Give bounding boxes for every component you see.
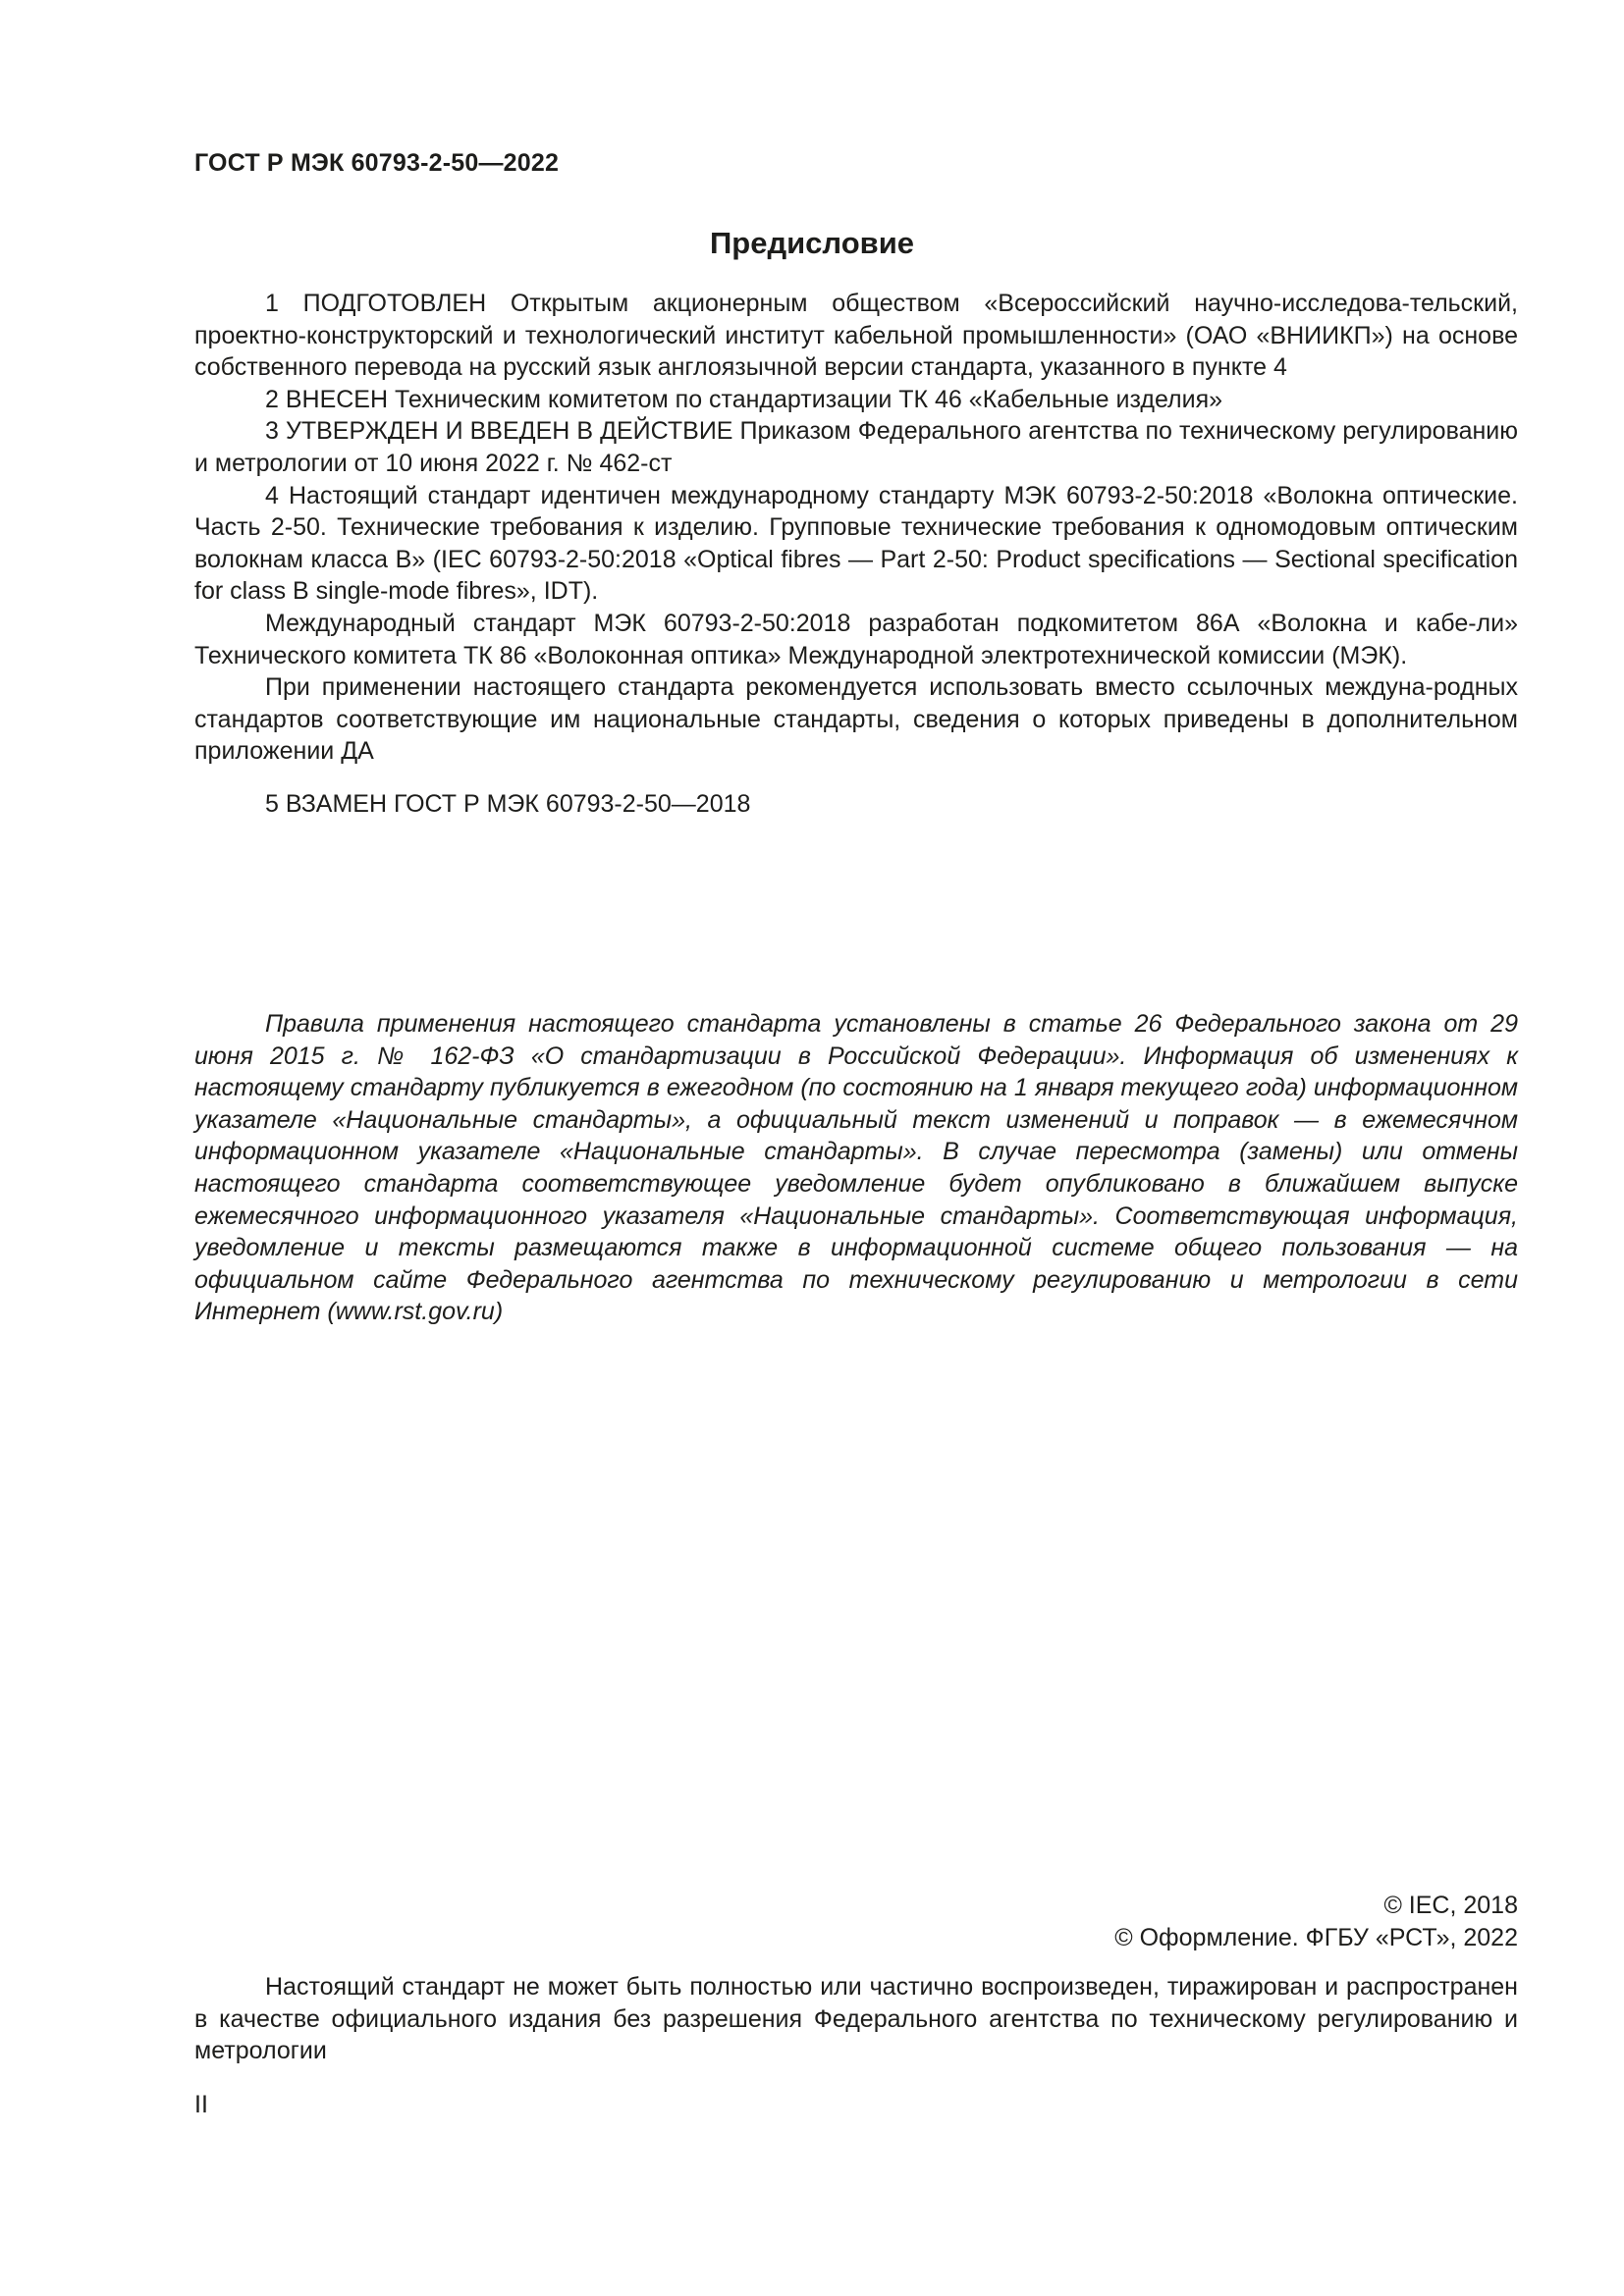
copyright-block: [1114, 1890, 1518, 1953]
paragraph-submitted: 2 ВНЕСЕН Техническим комитетом по стандартизации ТК 46 «Кабельные изделия»: [265, 385, 1223, 413]
reproduction-notice: Настоящий стандарт не может быть полностью или частично воспроизведен, тиражирован и распространен в качестве официального издания без разрешения Федерального агентства по техническому регулированию и метрологии: [194, 1973, 1518, 2065]
paragraph-identical: 4 Настоящий стандарт идентичен международному стандарту МЭК 60793-2-50:2018 «Волокна оптические. Часть 2-50. Технические требования к изделию. Групповые технические требования к одномодовым оптическим волокнам класса В» (IEC 60793-2-50:2018 «Optical fibres — Part 2-50: Product specifications — Sectional specification for class B single-mode fibres», IDT).: [194, 481, 1518, 606]
page-title: Предисловие: [709, 226, 914, 260]
document-code-header: ГОСТ Р МЭК 60793-2-50—2022: [194, 149, 560, 177]
foreword-body: [194, 288, 1518, 821]
application-rules-note: Правила применения настоящего стандарта установлены в статье 26 Федерального закона от 29 июня 2015 г. № 162-ФЗ «О стандартизации в Российской Федерации». Информация об изменениях к настоящему стандарту публикуется в ежегодном (по состоянию на 1 января текущего года) информационном указателе «Национальные стандарты», а официальный текст изменений и поправок — в ежемесячном информационном указателе «Национальные стандарты». В случае пересмотра (замены) или отмены настоящего стандарта соответствующее уведомление будет опубликовано в ближайшем выпуске ежемесячного информационного указателя «Национальные стандарты». Соответствующая информация, уведомление и тексты размещаются также в информационной системе общего пользования — на официальном сайте Федерального агентства по техническому регулированию и метрологии в сети Интернет (www.rst.gov.ru): [194, 1010, 1518, 1326]
paragraph-replaced: 5 ВЗАМЕН ГОСТ Р МЭК 60793-2-50—2018: [265, 789, 751, 818]
paragraph-prepared: 1 ПОДГОТОВЛЕН Открытым акционерным обществом «Всероссийский научно-исследова-тельский, проектно-конструкторский и технологический институт кабельной промышленности» (ОАО «ВНИИКП») на основе собственного перевода на русский язык англоязычной версии стандарта, указанного в пункте 4: [194, 290, 1518, 382]
paragraph-application: При применении настоящего стандарта рекомендуется использовать вместо ссылочных междунa-родных стандартов соответствующие им национальные стандарты, сведения о которых приведены в дополнительном приложении ДА: [194, 673, 1518, 766]
copyright-design: © Оформление. ФГБУ «РСТ», 2022: [1114, 1923, 1518, 1951]
paragraph-approved: 3 УТВЕРЖДЕН И ВВЕДЕН В ДЕЙСТВИЕ Приказом Федерального агентства по техническому регулированию и метрологии от 10 июня 2022 г. № 462-ст: [194, 417, 1518, 477]
spacer: [194, 768, 1518, 788]
paragraph-international-standard: Международный стандарт МЭК 60793-2-50:2018 разработан подкомитетом 86А «Волокна и кабе-ли» Технического комитета ТК 86 «Волоконная оптика» Международной электротехнической комиссии (МЭК).: [194, 609, 1518, 669]
page-number: II: [194, 2091, 208, 2118]
copyright-iec: © IEC, 2018: [1383, 1892, 1518, 1919]
